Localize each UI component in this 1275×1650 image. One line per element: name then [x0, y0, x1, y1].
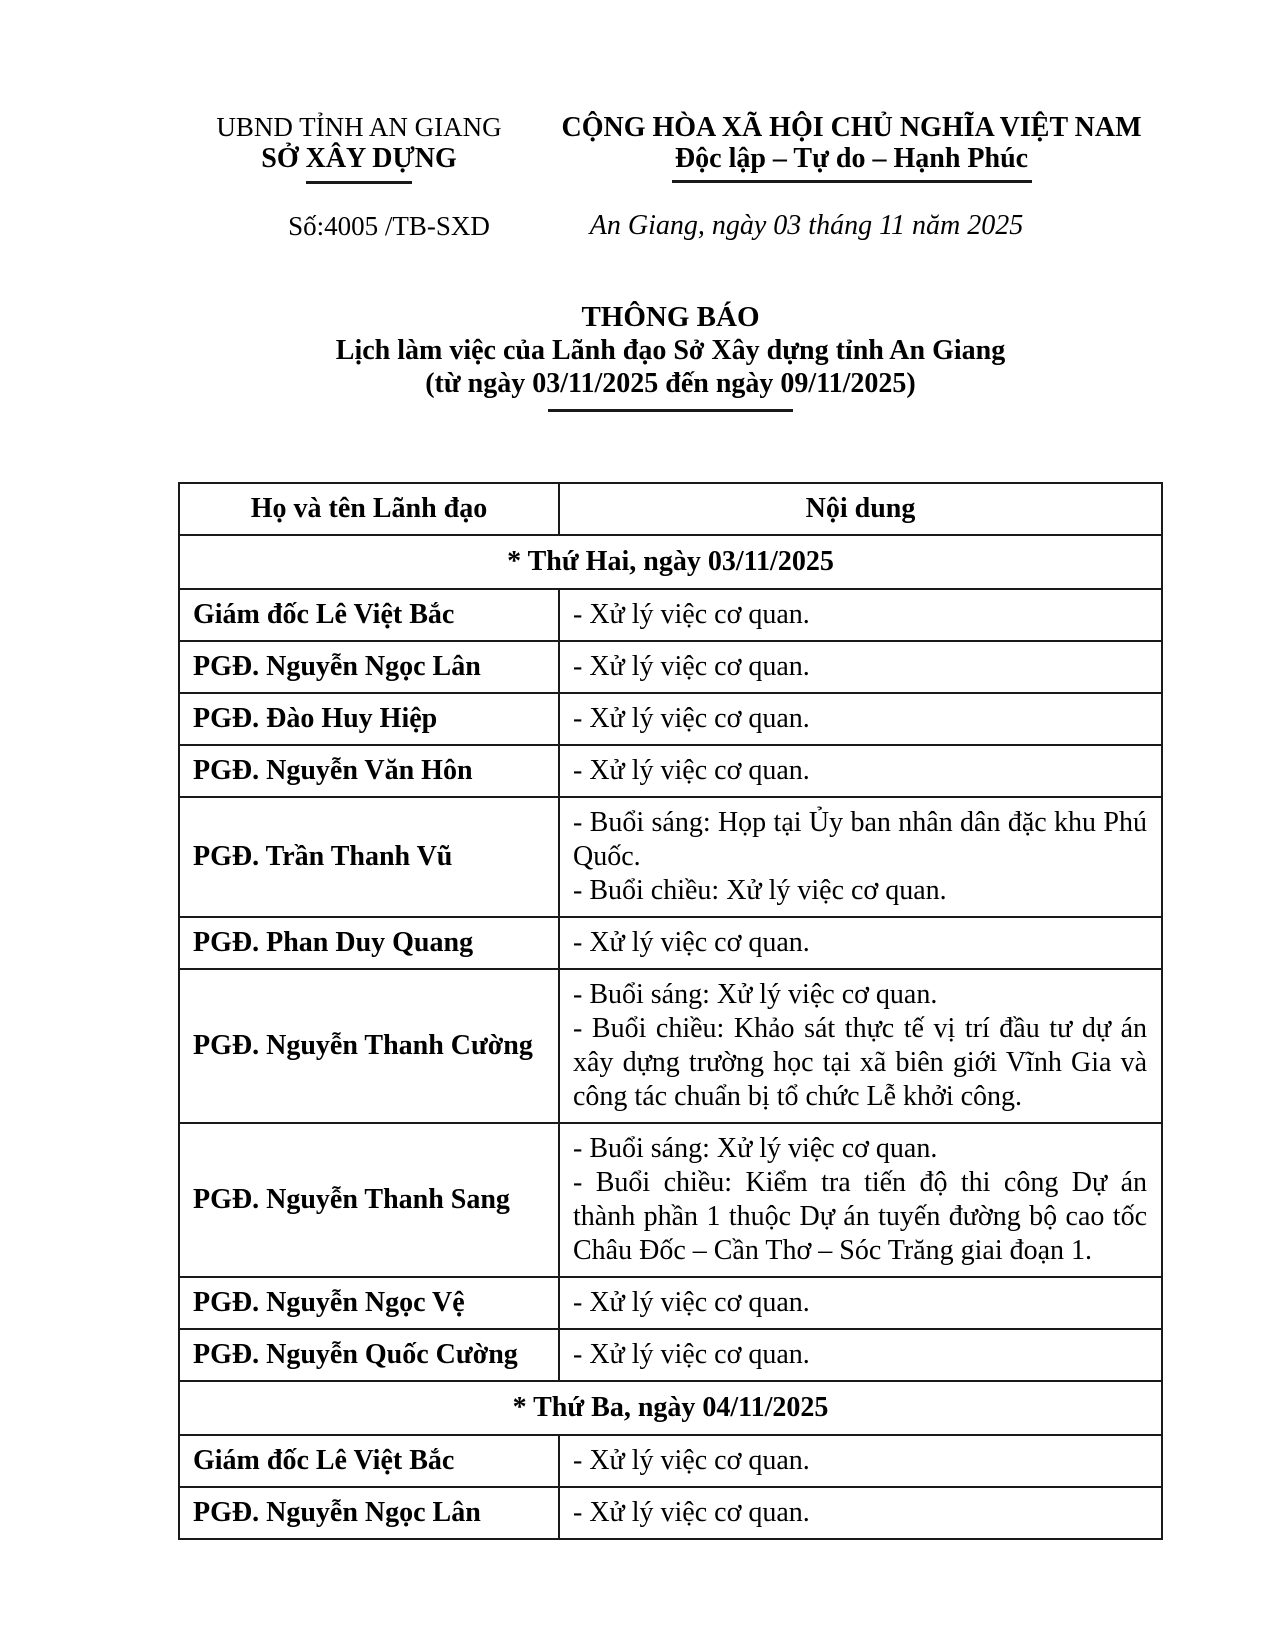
header-row	[179, 483, 1162, 535]
schedule-content-cell	[559, 1123, 1162, 1277]
schedule-item: - Xử lý việc cơ quan.	[573, 927, 810, 958]
schedule-row	[179, 1329, 1162, 1381]
document-number: Số:4005 /TB-SXD	[288, 211, 490, 241]
schedule-item: - Xử lý việc cơ quan.	[573, 1445, 810, 1476]
leader-name-cell: PGĐ. Phan Duy Quang	[179, 917, 559, 969]
schedule-date-range: (từ ngày 03/11/2025 đến ngày 09/11/2025)	[425, 368, 916, 399]
schedule-content-cell	[559, 589, 1162, 641]
schedule-content-cell	[559, 797, 1162, 917]
leader-name-cell: PGĐ. Nguyễn Văn Hôn	[179, 745, 559, 797]
country-title: CỘNG HÒA XÃ HỘI CHỦ NGHĨA VIỆT NAM	[561, 112, 1142, 143]
schedule-row	[179, 1487, 1162, 1539]
agency-name: SỞ XÂY DỰNG	[261, 143, 457, 174]
schedule-table	[178, 482, 1163, 1540]
agency-underline	[306, 181, 412, 184]
leader-name-cell: PGĐ. Nguyễn Thanh Cường	[179, 969, 559, 1123]
schedule-content-cell	[559, 917, 1162, 969]
schedule-item: - Buổi sáng: Xử lý việc cơ quan.	[573, 1133, 938, 1164]
document-type-title: THÔNG BÁO	[581, 301, 760, 333]
document-header	[178, 112, 1163, 184]
schedule-row	[179, 589, 1162, 641]
schedule-row	[179, 917, 1162, 969]
schedule-content-cell	[559, 969, 1162, 1123]
schedule-item: - Xử lý việc cơ quan.	[573, 755, 810, 786]
schedule-content-cell	[559, 641, 1162, 693]
leader-name-cell: PGĐ. Nguyễn Ngọc Lân	[179, 641, 559, 693]
schedule-item: - Xử lý việc cơ quan.	[573, 651, 810, 682]
parent-agency-name: UBND TỈNH AN GIANG	[216, 112, 502, 142]
schedule-row	[179, 969, 1162, 1123]
leader-name-cell: PGĐ. Trần Thanh Vũ	[179, 797, 559, 917]
column-header-content: Nội dung	[559, 483, 1162, 535]
schedule-item: - Xử lý việc cơ quan.	[573, 1497, 810, 1528]
schedule-row	[179, 1123, 1162, 1277]
leader-name-cell: Giám đốc Lê Việt Bắc	[179, 1435, 559, 1487]
schedule-table-head	[179, 483, 1162, 535]
column-header-leader: Họ và tên Lãnh đạo	[179, 483, 559, 535]
schedule-table-body	[179, 535, 1162, 1539]
schedule-item: - Xử lý việc cơ quan.	[573, 703, 810, 734]
leader-name-cell: PGĐ. Nguyễn Ngọc Vệ	[179, 1277, 559, 1329]
leader-name-cell: PGĐ. Nguyễn Ngọc Lân	[179, 1487, 559, 1539]
day-section-row	[179, 535, 1162, 589]
day-section-row	[179, 1381, 1162, 1435]
leader-name-cell: PGĐ. Nguyễn Thanh Sang	[179, 1123, 559, 1277]
day-section-label: * Thứ Hai, ngày 03/11/2025	[179, 535, 1162, 589]
schedule-item: - Buổi sáng: Họp tại Ủy ban nhân dân đặc khu Phú Quốc.	[573, 807, 1147, 872]
national-motto: Độc lập – Tự do – Hạnh Phúc	[674, 143, 1029, 174]
schedule-content-cell	[559, 745, 1162, 797]
schedule-item: - Xử lý việc cơ quan.	[573, 1287, 810, 1318]
title-block	[178, 300, 1163, 412]
schedule-item: - Buổi chiều: Khảo sát thực tế vị trí đầu tư dự án xây dựng trường học tại xã biên giới Vĩnh Gia và công tác chuẩn bị tổ chức Lễ khởi công.	[573, 1013, 1147, 1112]
leader-name-cell: PGĐ. Đào Huy Hiệp	[179, 693, 559, 745]
reference-row	[178, 210, 1163, 242]
schedule-row	[179, 641, 1162, 693]
day-section-label: * Thứ Ba, ngày 04/11/2025	[179, 1381, 1162, 1435]
leader-name-cell: Giám đốc Lê Việt Bắc	[179, 589, 559, 641]
document-subject: Lịch làm việc của Lãnh đạo Sở Xây dựng tỉnh An Giang	[335, 335, 1006, 366]
motto-underline	[672, 180, 1032, 183]
leader-name-cell: PGĐ. Nguyễn Quốc Cường	[179, 1329, 559, 1381]
schedule-row	[179, 797, 1162, 917]
schedule-content-cell	[559, 1329, 1162, 1381]
schedule-row	[179, 693, 1162, 745]
schedule-row	[179, 745, 1162, 797]
schedule-content-cell	[559, 693, 1162, 745]
national-motto-block	[540, 112, 1163, 184]
schedule-item: - Xử lý việc cơ quan.	[573, 1339, 810, 1370]
schedule-content-cell	[559, 1277, 1162, 1329]
issuing-agency-block	[178, 112, 540, 184]
schedule-item: - Buổi chiều: Xử lý việc cơ quan.	[573, 875, 947, 906]
place-and-date: An Giang, ngày 03 tháng 11 năm 2025	[589, 210, 1024, 241]
schedule-row	[179, 1277, 1162, 1329]
schedule-content-cell	[559, 1487, 1162, 1539]
schedule-item: - Xử lý việc cơ quan.	[573, 599, 810, 630]
schedule-content-cell	[559, 1435, 1162, 1487]
schedule-row	[179, 1435, 1162, 1487]
schedule-item: - Buổi chiều: Kiểm tra tiến độ thi công Dự án thành phần 1 thuộc Dự án tuyến đường bộ cao tốc Châu Đốc – Cần Thơ – Sóc Trăng giai đoạn 1.	[573, 1167, 1147, 1266]
title-underline	[548, 409, 793, 412]
schedule-item: - Buổi sáng: Xử lý việc cơ quan.	[573, 979, 938, 1010]
